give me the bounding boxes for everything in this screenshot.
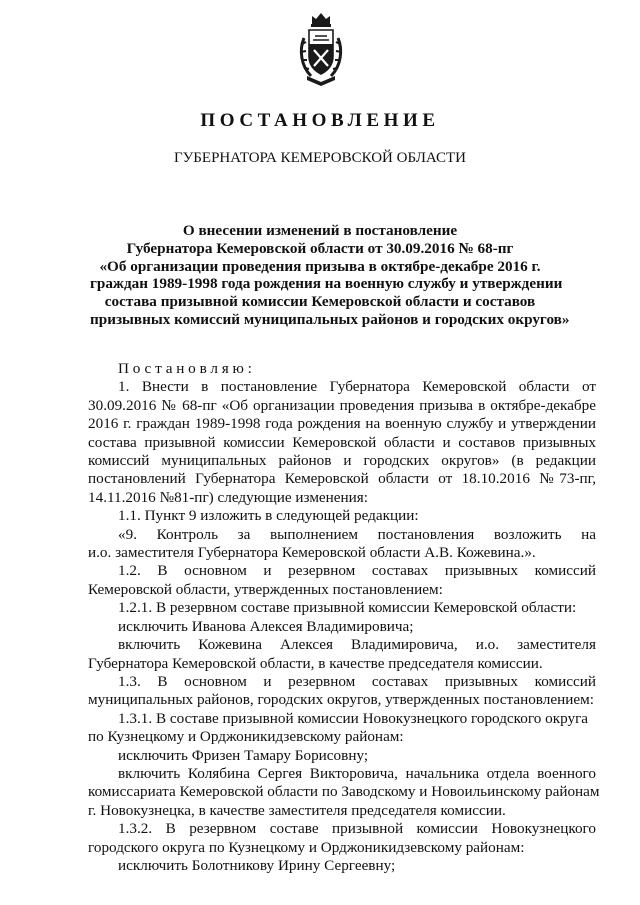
body-line: состава призывной комиссии Кемеровской области и составов призывных bbox=[88, 433, 596, 451]
body-line: 1.3.1. В составе призывной комиссии Новокузнецкого городского округа bbox=[118, 709, 589, 727]
body-line: муниципальных районов, городских округов, утвержденных постановлением: bbox=[88, 691, 594, 709]
body-line: по Кузнецкому и Орджоникидзевскому районам: bbox=[88, 728, 404, 746]
body-line: 1.3.2. В резервном составе призывной комиссии Новокузнецкого bbox=[118, 820, 596, 838]
body-line: 2016 г. граждан 1989-1998 года рождения на военную службу и утверждении bbox=[88, 415, 596, 433]
body-line: постановлений Губернатора Кемеровской области от 18.10.2016 №73-пг, bbox=[88, 470, 596, 488]
title-line: состава призывной комиссии Кемеровской области и составов bbox=[104, 293, 536, 311]
decree-word: Постановляю: bbox=[118, 360, 256, 377]
body-line: 30.09.2016 № 68-пг «Об организации проведения призыва в октябре-декабре bbox=[88, 396, 596, 414]
body-line: «9. Контроль за выполнением постановления возложить на bbox=[118, 525, 596, 543]
body-line: Губернатора Кемеровской области, в качестве председателя комиссии. bbox=[88, 654, 543, 672]
body-line: включить Колябина Сергея Викторовича, начальника отдела военного bbox=[118, 764, 596, 782]
body-line: г. Новокузнецка, в качестве заместителя председателя комиссии. bbox=[88, 801, 506, 819]
title-line: граждан 1989-1998 года рождения на военную службу и утверждении bbox=[90, 275, 563, 293]
body-line: исключить Фризен Тамару Борисовну; bbox=[118, 746, 369, 764]
title-line: «Об организации проведения призыва в октябре-декабре 2016 г. bbox=[99, 257, 541, 275]
body-line: включить Кожевина Алексея Владимировича, и.о. заместителя bbox=[118, 636, 596, 654]
body-line: исключить Болотникову Ирину Сергеевну; bbox=[118, 856, 396, 874]
body-line: комиссариата Кемеровской области по Заводскому и Новоильинскому районам bbox=[88, 783, 600, 801]
body-line: 1.2.1. В резервном составе призывной комиссии Кемеровской области: bbox=[118, 599, 577, 617]
body-line: 1.3. В основном и резервном составах призывных комиссий bbox=[118, 672, 596, 690]
coat-of-arms-emblem bbox=[297, 10, 345, 88]
body-line: исключить Иванова Алексея Владимировича; bbox=[118, 617, 414, 635]
issuer-title: ГУБЕРНАТОРА КЕМЕРОВСКОЙ ОБЛАСТИ bbox=[174, 150, 466, 166]
body-line: комиссий муниципальных районов и городских округов» (в редакции bbox=[88, 452, 596, 470]
document-type: ПОСТАНОВЛЕНИЕ bbox=[200, 110, 440, 131]
document-title bbox=[90, 222, 570, 329]
title-line: Губернатора Кемеровской области от 30.09.2016 № 68-пг bbox=[126, 239, 514, 257]
body-line: 1.1. Пункт 9 изложить в следующей редакции: bbox=[118, 507, 419, 525]
body-line: и.о. заместителя Губернатора Кемеровской области А.В. Кожевина.». bbox=[88, 544, 536, 562]
body-line: городского округа по Кузнецкому и Орджоникидзевскому районам: bbox=[88, 838, 525, 856]
title-line: О внесении изменений в постановление bbox=[182, 222, 458, 239]
body-line: 1. Внести в постановление Губернатора Кемеровской области от bbox=[118, 378, 596, 396]
body-line: Кемеровской области, утвержденных постановлением: bbox=[88, 580, 443, 598]
body-line: 1.2. В основном и резервном составах призывных комиссий bbox=[118, 562, 596, 580]
body-line: 14.11.2016 №81-пг) следующие изменения: bbox=[88, 488, 369, 506]
title-line: призывных комиссий муниципальных районов и городских округов» bbox=[90, 310, 570, 328]
document-body bbox=[88, 360, 600, 875]
